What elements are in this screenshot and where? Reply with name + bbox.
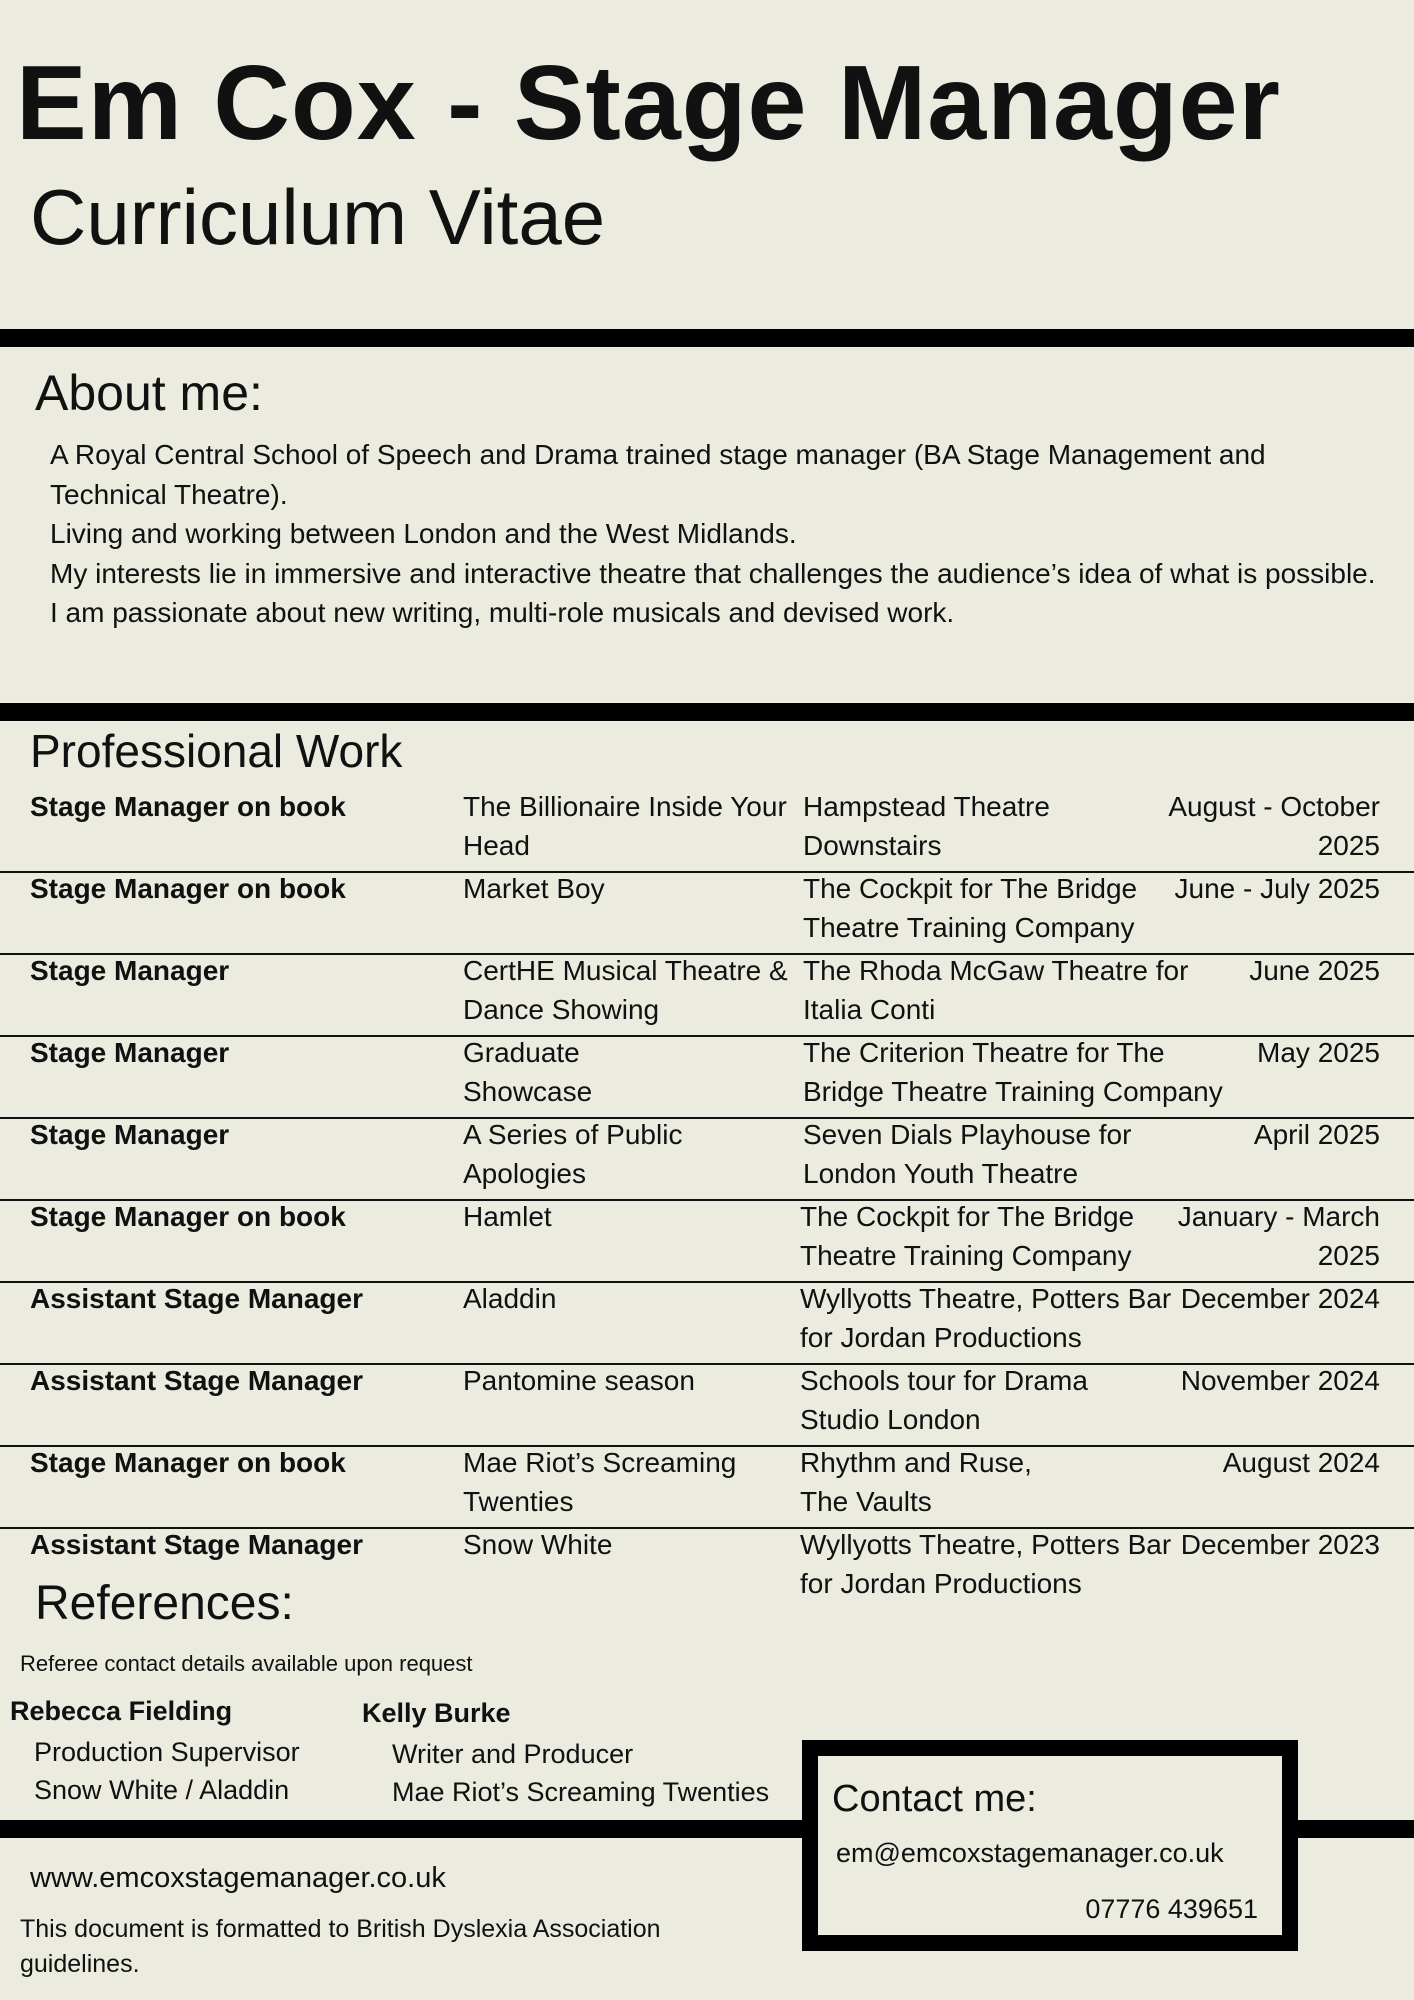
formatting-note: This document is formatted to British Dyslexia Association guidelines.	[20, 1915, 661, 1978]
about-heading: About me:	[35, 365, 263, 421]
work-date: January - March 2025	[1177, 1201, 1380, 1271]
divider-bar	[0, 329, 1414, 347]
work-production: A Series of Public Apologies	[463, 1119, 683, 1189]
work-heading: Professional Work	[30, 725, 403, 777]
work-date: December 2024	[1180, 1283, 1380, 1314]
page-title: Em Cox - Stage Manager	[16, 44, 1281, 162]
about-paragraph: Living and working between London and the West Midlands.	[50, 518, 797, 549]
work-venue: Seven Dials Playhouse for London Youth Theatre	[803, 1119, 1132, 1189]
work-venue: The Rhoda McGaw Theatre for Italia Conti	[803, 955, 1189, 1025]
work-role: Stage Manager on book	[30, 873, 346, 904]
about-text	[50, 435, 1380, 633]
divider-bar	[0, 703, 1414, 721]
references-heading: References:	[35, 1577, 294, 1630]
work-date: November 2024	[1180, 1365, 1380, 1396]
work-date: April 2025	[1253, 1119, 1380, 1150]
work-role: Stage Manager on book	[30, 791, 346, 822]
work-row	[0, 1037, 1414, 1119]
work-venue: Schools tour for Drama Studio London	[800, 1365, 1088, 1435]
about-paragraph: My interests lie in immersive and interactive theatre that challenges the audience’s idea of what is possible.	[50, 557, 1376, 589]
work-production: Graduate Showcase	[463, 1037, 593, 1107]
work-venue: The Cockpit for The Bridge Theatre Training Company	[800, 1201, 1135, 1271]
work-production: Hamlet	[463, 1201, 552, 1232]
work-role: Stage Manager	[30, 1119, 230, 1150]
work-venue: Wyllyotts Theatre, Potters Bar for Jordan Productions	[800, 1529, 1172, 1599]
work-venue: The Cockpit for The Bridge Theatre Training Company	[803, 873, 1138, 943]
work-date: August - October 2025	[1168, 791, 1380, 861]
work-row	[0, 1365, 1414, 1447]
work-production: Snow White	[463, 1529, 613, 1560]
work-table	[0, 791, 1414, 1609]
work-date: June 2025	[1249, 955, 1380, 986]
work-role: Stage Manager	[30, 1037, 230, 1068]
about-paragraph: A Royal Central School of Speech and Drama trained stage manager (BA Stage Management and Technical Theatre).	[50, 439, 1266, 510]
referee-name: Rebecca Fielding	[10, 1696, 233, 1726]
work-date: June - July 2025	[1174, 873, 1380, 904]
contact-email[interactable]: em@emcoxstagemanager.co.uk	[836, 1838, 1224, 1868]
work-production: Market Boy	[463, 873, 605, 904]
work-row	[0, 873, 1414, 955]
website-link[interactable]: www.emcoxstagemanager.co.uk	[30, 1862, 446, 1894]
work-date: December 2023	[1180, 1529, 1380, 1560]
referee-name: Kelly Burke	[362, 1698, 511, 1728]
work-role: Stage Manager	[30, 955, 230, 986]
work-production: CertHE Musical Theatre & Dance Showing	[463, 955, 788, 1025]
work-venue: Wyllyotts Theatre, Potters Bar for Jordan Productions	[800, 1283, 1172, 1353]
referee-detail: Mae Riot’s Screaming Twenties	[392, 1777, 770, 1807]
referee-role: Production Supervisor	[34, 1737, 300, 1767]
about-paragraph: I am passionate about new writing, multi-role musicals and devised work.	[50, 597, 955, 628]
referee-role: Writer and Producer	[392, 1739, 634, 1769]
work-row	[0, 1119, 1414, 1201]
work-row	[0, 1447, 1414, 1529]
referee-detail: Snow White / Aladdin	[34, 1775, 290, 1805]
work-production: Pantomine season	[463, 1365, 695, 1396]
contact-phone[interactable]: 07776 439651	[1085, 1894, 1258, 1924]
referee-card	[10, 1698, 300, 1809]
work-role: Stage Manager on book	[30, 1201, 346, 1232]
referee-card	[362, 1700, 769, 1811]
work-role: Assistant Stage Manager	[30, 1283, 363, 1314]
contact-heading: Contact me:	[832, 1778, 1037, 1820]
work-venue: Rhythm and Ruse, The Vaults	[800, 1447, 1032, 1517]
work-venue: The Criterion Theatre for The Bridge Theatre Training Company	[803, 1037, 1223, 1107]
page-subtitle: Curriculum Vitae	[30, 173, 606, 261]
work-row	[0, 955, 1414, 1037]
contact-box	[802, 1740, 1298, 1951]
work-row	[0, 1283, 1414, 1365]
work-production: The Billionaire Inside Your Head	[463, 791, 787, 861]
work-date: August 2024	[1222, 1447, 1380, 1478]
work-venue: Hampstead Theatre Downstairs	[803, 791, 1050, 861]
work-role: Assistant Stage Manager	[30, 1529, 363, 1560]
references-note: Referee contact details available upon request	[20, 1651, 473, 1676]
work-production: Aladdin	[463, 1283, 557, 1314]
work-date: May 2025	[1257, 1037, 1380, 1068]
work-row	[0, 1201, 1414, 1283]
work-row	[0, 791, 1414, 873]
work-role: Stage Manager on book	[30, 1447, 346, 1478]
work-role: Assistant Stage Manager	[30, 1365, 363, 1396]
work-production: Mae Riot’s Screaming Twenties	[463, 1447, 737, 1517]
